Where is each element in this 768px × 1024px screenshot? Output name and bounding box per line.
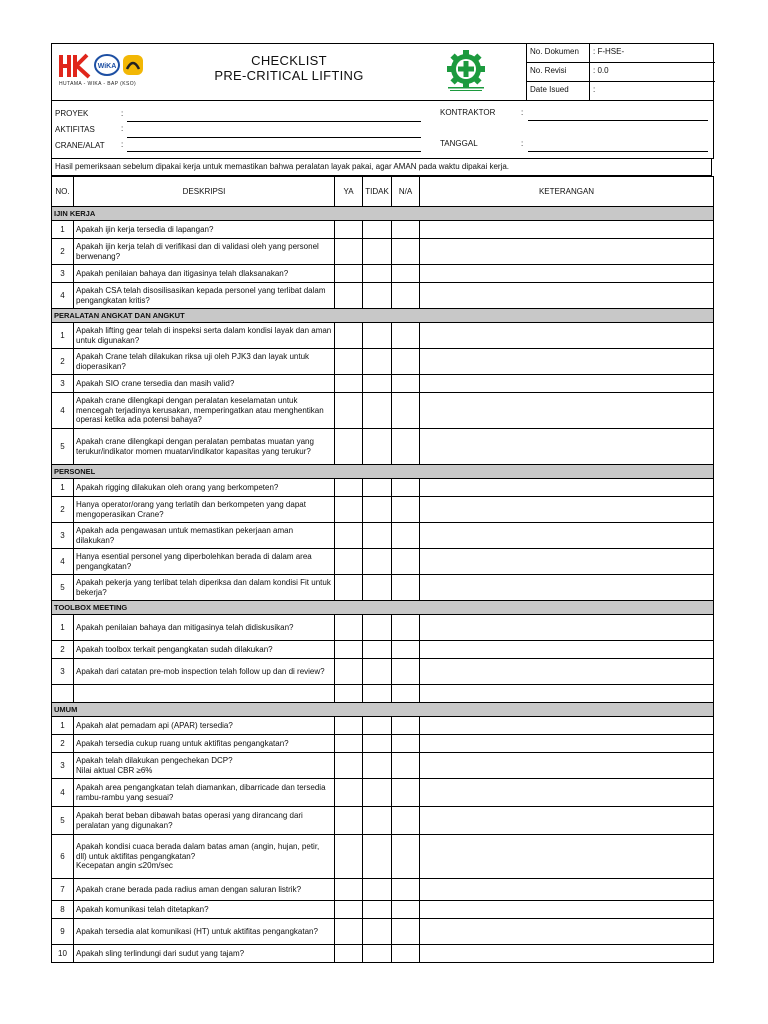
tidak-checkbox[interactable] [363, 641, 392, 659]
tidak-checkbox[interactable] [363, 497, 392, 523]
ya-checkbox[interactable] [335, 221, 363, 239]
keterangan-field[interactable] [420, 479, 714, 497]
na-checkbox[interactable] [392, 945, 420, 963]
doc-info-value: : 0.0 [593, 66, 609, 75]
item-description: Apakah crane berada pada radius aman dengan saluran listrik? [74, 879, 335, 901]
table-row [52, 349, 714, 375]
table-row [52, 375, 714, 393]
ya-checkbox[interactable] [335, 283, 363, 309]
tidak-checkbox[interactable] [363, 523, 392, 549]
na-checkbox[interactable] [392, 659, 420, 685]
item-number: 1 [52, 717, 74, 735]
table-row [52, 479, 714, 497]
crane-field[interactable] [127, 151, 421, 152]
na-checkbox[interactable] [392, 523, 420, 549]
na-checkbox[interactable] [392, 429, 420, 465]
item-description: Apakah lifting gear telah di inspeksi serta dalam kondisi layak dan aman untuk digunakan? [74, 323, 335, 349]
ya-checkbox[interactable] [335, 685, 363, 703]
tidak-checkbox[interactable] [363, 945, 392, 963]
doc-info-row [527, 63, 715, 82]
tanggal-field[interactable] [528, 151, 708, 152]
item-number: 3 [52, 659, 74, 685]
item-number: 9 [52, 919, 74, 945]
tidak-checkbox[interactable] [363, 549, 392, 575]
na-checkbox[interactable] [392, 283, 420, 309]
item-number: 2 [52, 641, 74, 659]
tidak-checkbox[interactable] [363, 919, 392, 945]
table-row [52, 807, 714, 835]
item-number: 4 [52, 283, 74, 309]
table-row [52, 615, 714, 641]
tanggal-label: TANGGAL [440, 139, 478, 148]
item-number: 5 [52, 575, 74, 601]
kontraktor-field[interactable] [528, 120, 708, 121]
tidak-checkbox[interactable] [363, 479, 392, 497]
keterangan-field[interactable] [420, 717, 714, 735]
item-description: Apakah Crane telah dilakukan riksa uji oleh PJK3 dan layak untuk dioperasikan? [74, 349, 335, 375]
item-description: Apakah alat pemadam api (APAR) tersedia? [74, 717, 335, 735]
keterangan-field[interactable] [420, 615, 714, 641]
ya-checkbox[interactable] [335, 615, 363, 641]
na-checkbox[interactable] [392, 641, 420, 659]
table-row [52, 323, 714, 349]
item-number: 3 [52, 375, 74, 393]
tidak-checkbox[interactable] [363, 221, 392, 239]
item-number: 1 [52, 323, 74, 349]
tidak-checkbox[interactable] [363, 835, 392, 879]
na-checkbox[interactable] [392, 901, 420, 919]
ya-checkbox[interactable] [335, 323, 363, 349]
table-row [52, 549, 714, 575]
section-title: PERSONEL [52, 465, 714, 479]
section-header-row [52, 207, 714, 221]
title-line2: PRE-CRITICAL LIFTING [214, 68, 364, 83]
item-number: 1 [52, 615, 74, 641]
item-number: 7 [52, 879, 74, 901]
keterangan-field[interactable] [420, 221, 714, 239]
item-description: Apakah sling terlindungi dari sudut yang tajam? [74, 945, 335, 963]
na-checkbox[interactable] [392, 549, 420, 575]
section-header-row [52, 601, 714, 615]
keterangan-field[interactable] [420, 349, 714, 375]
k3-logo-icon [442, 50, 492, 96]
doc-info-value: : [593, 85, 596, 94]
tidak-checkbox[interactable] [363, 901, 392, 919]
table-row [52, 685, 714, 703]
section-header-row [52, 703, 714, 717]
tidak-checkbox[interactable] [363, 717, 392, 735]
item-number: 4 [52, 779, 74, 807]
ya-checkbox[interactable] [335, 659, 363, 685]
tidak-checkbox[interactable] [363, 283, 392, 309]
doc-info-label: No. Revisi [527, 63, 590, 81]
item-number: 2 [52, 239, 74, 265]
ya-checkbox[interactable] [335, 835, 363, 879]
table-row [52, 497, 714, 523]
item-description: Apakah rigging dilakukan oleh orang yang berkompeten? [74, 479, 335, 497]
table-row [52, 575, 714, 601]
item-description: Apakah toolbox terkait pengangkatan sudah dilakukan? [74, 641, 335, 659]
na-checkbox[interactable] [392, 835, 420, 879]
item-number: 3 [52, 523, 74, 549]
tidak-checkbox[interactable] [363, 685, 392, 703]
tidak-checkbox[interactable] [363, 265, 392, 283]
na-checkbox[interactable] [392, 919, 420, 945]
svg-text:WiKA: WiKA [97, 63, 117, 70]
item-number: 2 [52, 735, 74, 753]
keterangan-field[interactable] [420, 497, 714, 523]
ya-checkbox[interactable] [335, 901, 363, 919]
item-number: 3 [52, 753, 74, 779]
item-description: Apakah CSA telah disosilisasikan kepada personel yang terlibat dalam pengangkatan kritis? [74, 283, 335, 309]
item-number: 4 [52, 393, 74, 429]
item-number: 5 [52, 807, 74, 835]
tidak-checkbox[interactable] [363, 735, 392, 753]
col-header-na: N/A [392, 177, 420, 207]
na-checkbox[interactable] [392, 323, 420, 349]
table-row [52, 945, 714, 963]
na-checkbox[interactable] [392, 779, 420, 807]
keterangan-field[interactable] [420, 239, 714, 265]
keterangan-field[interactable] [420, 375, 714, 393]
colon: : [121, 124, 124, 133]
ya-checkbox[interactable] [335, 641, 363, 659]
tidak-checkbox[interactable] [363, 429, 392, 465]
na-checkbox[interactable] [392, 393, 420, 429]
colon: : [521, 139, 524, 148]
table-row [52, 879, 714, 901]
item-number: 5 [52, 429, 74, 465]
na-checkbox[interactable] [392, 479, 420, 497]
keterangan-field[interactable] [420, 549, 714, 575]
table-row [52, 919, 714, 945]
tidak-checkbox[interactable] [363, 615, 392, 641]
na-checkbox[interactable] [392, 717, 420, 735]
tidak-checkbox[interactable] [363, 807, 392, 835]
item-number: 4 [52, 549, 74, 575]
ya-checkbox[interactable] [335, 349, 363, 375]
na-checkbox[interactable] [392, 221, 420, 239]
ya-checkbox[interactable] [335, 523, 363, 549]
keterangan-field[interactable] [420, 735, 714, 753]
item-number: 2 [52, 497, 74, 523]
document-title [196, 44, 382, 100]
tidak-checkbox[interactable] [363, 239, 392, 265]
item-number: 10 [52, 945, 74, 963]
table-row [52, 717, 714, 735]
ya-checkbox[interactable] [335, 479, 363, 497]
table-row [52, 393, 714, 429]
keterangan-field[interactable] [420, 265, 714, 283]
item-description: Apakah komunikasi telah ditetapkan? [74, 901, 335, 919]
na-checkbox[interactable] [392, 375, 420, 393]
doc-info-label: Date Isued [527, 82, 590, 101]
tidak-checkbox[interactable] [363, 349, 392, 375]
item-description: Apakah tersedia cukup ruang untuk aktifitas pengangkatan? [74, 735, 335, 753]
ya-checkbox[interactable] [335, 919, 363, 945]
table-row [52, 753, 714, 779]
keterangan-field[interactable] [420, 323, 714, 349]
keterangan-field[interactable] [420, 523, 714, 549]
doc-info-row [527, 44, 715, 63]
na-checkbox[interactable] [392, 753, 420, 779]
ya-checkbox[interactable] [335, 779, 363, 807]
item-number: 8 [52, 901, 74, 919]
col-header-desc: DESKRIPSI [74, 177, 335, 207]
intro-text: Hasil pemeriksaan sebelum dipakai kerja untuk memastikan bahwa peralatan layak pakai, agar AMAN pada waktu dipakai kerja. [51, 158, 712, 176]
section-title: TOOLBOX MEETING [52, 601, 714, 615]
item-number: 6 [52, 835, 74, 879]
ya-checkbox[interactable] [335, 375, 363, 393]
item-description: Hanya operator/orang yang terlatih dan berkompeten yang dapat mengoperasikan Crane? [74, 497, 335, 523]
na-checkbox[interactable] [392, 265, 420, 283]
section-header-row [52, 465, 714, 479]
ya-checkbox[interactable] [335, 575, 363, 601]
crane-label: CRANE/ALAT [55, 141, 105, 150]
ya-checkbox[interactable] [335, 239, 363, 265]
table-row [52, 659, 714, 685]
keterangan-field[interactable] [420, 901, 714, 919]
colon: : [521, 108, 524, 117]
item-description: Apakah ada pengawasan untuk memastikan pekerjaan aman dilakukan? [74, 523, 335, 549]
item-number: 1 [52, 221, 74, 239]
keterangan-field[interactable] [420, 779, 714, 807]
table-row [52, 283, 714, 309]
document-info [526, 44, 715, 100]
keterangan-field[interactable] [420, 919, 714, 945]
document-header [51, 43, 714, 101]
keterangan-field[interactable] [420, 575, 714, 601]
col-header-no: NO. [52, 177, 74, 207]
col-header-tidak: TIDAK [363, 177, 392, 207]
item-description: Apakah berat beban dibawah batas operasi yang dirancang dari peralatan yang digunakan? [74, 807, 335, 835]
ya-checkbox[interactable] [335, 265, 363, 283]
table-row [52, 735, 714, 753]
proyek-label: PROYEK [55, 109, 89, 118]
ya-checkbox[interactable] [335, 945, 363, 963]
kontraktor-label: KONTRAKTOR [440, 108, 496, 117]
ya-checkbox[interactable] [335, 807, 363, 835]
item-description: Apakah penilaian bahaya dan itigasinya telah dlaksanakan? [74, 265, 335, 283]
table-row [52, 835, 714, 879]
table-header-row [52, 177, 714, 207]
tidak-checkbox[interactable] [363, 375, 392, 393]
col-header-ket: KETERANGAN [420, 177, 714, 207]
na-checkbox[interactable] [392, 879, 420, 901]
table-row [52, 779, 714, 807]
proyek-field[interactable] [127, 121, 421, 122]
ya-checkbox[interactable] [335, 717, 363, 735]
na-checkbox[interactable] [392, 615, 420, 641]
na-checkbox[interactable] [392, 349, 420, 375]
item-number: 1 [52, 479, 74, 497]
tidak-checkbox[interactable] [363, 323, 392, 349]
na-checkbox[interactable] [392, 685, 420, 703]
keterangan-field[interactable] [420, 641, 714, 659]
keterangan-field[interactable] [420, 685, 714, 703]
table-row [52, 641, 714, 659]
keterangan-field[interactable] [420, 283, 714, 309]
item-description: Apakah ijin kerja telah di verifikasi dan di validasi oleh yang personel berwenang? [74, 239, 335, 265]
keterangan-field[interactable] [420, 835, 714, 879]
item-description: Apakah crane dilengkapi dengan peralatan pembatas muatan yang terukur/indikator momen muatan/indikator kapasitas yang terukur? [74, 429, 335, 465]
ya-checkbox[interactable] [335, 549, 363, 575]
keterangan-field[interactable] [420, 807, 714, 835]
tidak-checkbox[interactable] [363, 779, 392, 807]
keterangan-field[interactable] [420, 659, 714, 685]
aktifitas-field[interactable] [127, 137, 421, 138]
ya-checkbox[interactable] [335, 735, 363, 753]
item-description: Apakah kondisi cuaca berada dalam batas aman (angin, hujan, petir, dll) untuk aktifitas pengangkatan? Kecepatan angin ≤20m/sec [74, 835, 335, 879]
ya-checkbox[interactable] [335, 879, 363, 901]
item-description: Apakah SIO crane tersedia dan masih valid? [74, 375, 335, 393]
table-row [52, 265, 714, 283]
keterangan-field[interactable] [420, 429, 714, 465]
title-line1: CHECKLIST [251, 53, 327, 68]
doc-info-label: No. Dokumen [527, 44, 590, 62]
doc-info-row [527, 82, 715, 101]
keterangan-field[interactable] [420, 393, 714, 429]
section-header-row [52, 309, 714, 323]
ya-checkbox[interactable] [335, 753, 363, 779]
item-number: 2 [52, 349, 74, 375]
item-description: Apakah tersedia alat komunikasi (HT) untuk aktifitas pengangkatan? [74, 919, 335, 945]
tidak-checkbox[interactable] [363, 575, 392, 601]
colon: : [121, 109, 124, 118]
item-number: 3 [52, 265, 74, 283]
checklist-page [51, 43, 714, 985]
na-checkbox[interactable] [392, 807, 420, 835]
table-row [52, 221, 714, 239]
tidak-checkbox[interactable] [363, 659, 392, 685]
logo-caption: HUTAMA - WIKA - BAP (KSO) [59, 81, 137, 87]
colon: : [121, 140, 124, 149]
ya-checkbox[interactable] [335, 497, 363, 523]
ya-checkbox[interactable] [335, 429, 363, 465]
tidak-checkbox[interactable] [363, 393, 392, 429]
na-checkbox[interactable] [392, 575, 420, 601]
item-description: Apakah pekerja yang terlibat telah diperiksa dan dalam kondisi Fit untuk bekerja? [74, 575, 335, 601]
item-description: Apakah crane dilengkapi dengan peralatan keselamatan untuk mencegah terjadinya kerusakan, memperingatkan atau menghentikan operasi ketika ada potensi bahaya? [74, 393, 335, 429]
na-checkbox[interactable] [392, 735, 420, 753]
ya-checkbox[interactable] [335, 393, 363, 429]
item-description: Hanya esential personel yang diperbolehkan berada di dalam area pengangkatan? [74, 549, 335, 575]
item-description: Apakah dari catatan pre-mob inspection telah follow up dan di review? [74, 659, 335, 685]
section-title: UMUM [52, 703, 714, 717]
company-logo [55, 51, 195, 97]
checklist-table [51, 176, 714, 963]
col-header-ya: YA [335, 177, 363, 207]
item-description [74, 685, 335, 703]
project-info [51, 100, 714, 159]
na-checkbox[interactable] [392, 497, 420, 523]
item-description: Apakah area pengangkatan telah diamankan, dibarricade dan tersedia rambu-rambu yang sesuai? [74, 779, 335, 807]
section-title: IJIN KERJA [52, 207, 714, 221]
item-number [52, 685, 74, 703]
doc-info-value: : F-HSE- [593, 47, 625, 56]
aktifitas-label: AKTIFITAS [55, 125, 95, 134]
item-description: Apakah telah dilakukan pengechekan DCP? Nilai aktual CBR ≥6% [74, 753, 335, 779]
keterangan-field[interactable] [420, 879, 714, 901]
table-row [52, 901, 714, 919]
table-row [52, 523, 714, 549]
table-row [52, 429, 714, 465]
item-description: Apakah ijin kerja tersedia di lapangan? [74, 221, 335, 239]
na-checkbox[interactable] [392, 239, 420, 265]
tidak-checkbox[interactable] [363, 753, 392, 779]
keterangan-field[interactable] [420, 945, 714, 963]
tidak-checkbox[interactable] [363, 879, 392, 901]
section-title: PERALATAN ANGKAT DAN ANGKUT [52, 309, 714, 323]
keterangan-field[interactable] [420, 753, 714, 779]
table-row [52, 239, 714, 265]
item-description: Apakah penilaian bahaya dan mitigasinya telah didiskusikan? [74, 615, 335, 641]
